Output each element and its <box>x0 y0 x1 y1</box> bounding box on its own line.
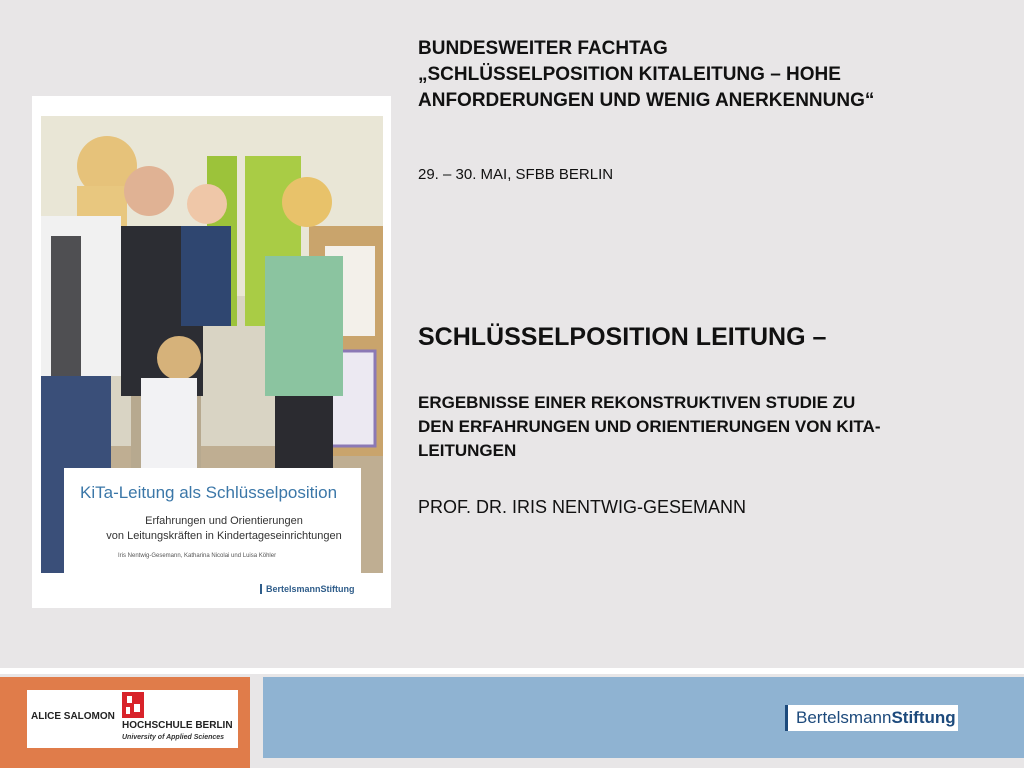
bertelsmann-stiftung-logo <box>785 705 958 731</box>
author-name: PROF. DR. IRIS NENTWIG-GESEMANN <box>418 497 747 517</box>
cover-publisher-part1: Bertelsmann <box>266 584 321 594</box>
ash-logo-tagline: University of Applied Sciences <box>122 734 225 741</box>
conference-title <box>418 36 978 114</box>
conference-title-line: ANFORDERUNGEN UND WENIG ANERKENNUNG“ <box>418 90 875 111</box>
cover-title-box <box>64 468 361 573</box>
bst-logo-part2: Stiftung <box>891 708 956 727</box>
alice-salomon-logo <box>27 690 238 748</box>
main-title: SCHLÜSSELPOSITION LEITUNG – <box>418 323 827 351</box>
ash-logo-name-right: HOCHSCHULE BERLIN <box>122 720 233 731</box>
conference-title-line: BUNDESWEITER FACHTAG <box>418 38 668 59</box>
ash-logo-name-left: ALICE SALOMON <box>31 711 115 722</box>
conference-title-line: „SCHLÜSSELPOSITION KITALEITUNG – HOHE <box>418 64 841 85</box>
subtitle-line: DEN ERFAHRUNGEN UND ORIENTIERUNGEN VON KITA- <box>418 417 881 436</box>
conference-date: 29. – 30. MAI, SFBB BERLIN <box>418 166 614 183</box>
footer-divider <box>0 668 1024 674</box>
ash-mark-icon <box>122 692 144 718</box>
book-cover <box>32 96 391 608</box>
cover-publisher-logo <box>260 584 355 594</box>
cover-publisher-part2: Stiftung <box>320 584 355 594</box>
subtitle-line: LEITUNGEN <box>418 441 517 460</box>
cover-subtitle-line: von Leitungskräften in Kindertageseinrichtungen <box>106 530 342 542</box>
cover-authors: Iris Nentwig-Gesemann, Katharina Nicolai und Luisa Köhler <box>118 553 277 559</box>
cover-subtitle <box>64 514 384 544</box>
subtitle <box>418 391 978 463</box>
cover-title: KiTa-Leitung als Schlüsselposition <box>80 483 338 502</box>
subtitle-line: ERGEBNISSE EINER REKONSTRUKTIVEN STUDIE ZU <box>418 393 856 412</box>
bst-logo-part1: Bertelsmann <box>796 708 892 727</box>
cover-subtitle-line: Erfahrungen und Orientierungen <box>145 515 303 527</box>
